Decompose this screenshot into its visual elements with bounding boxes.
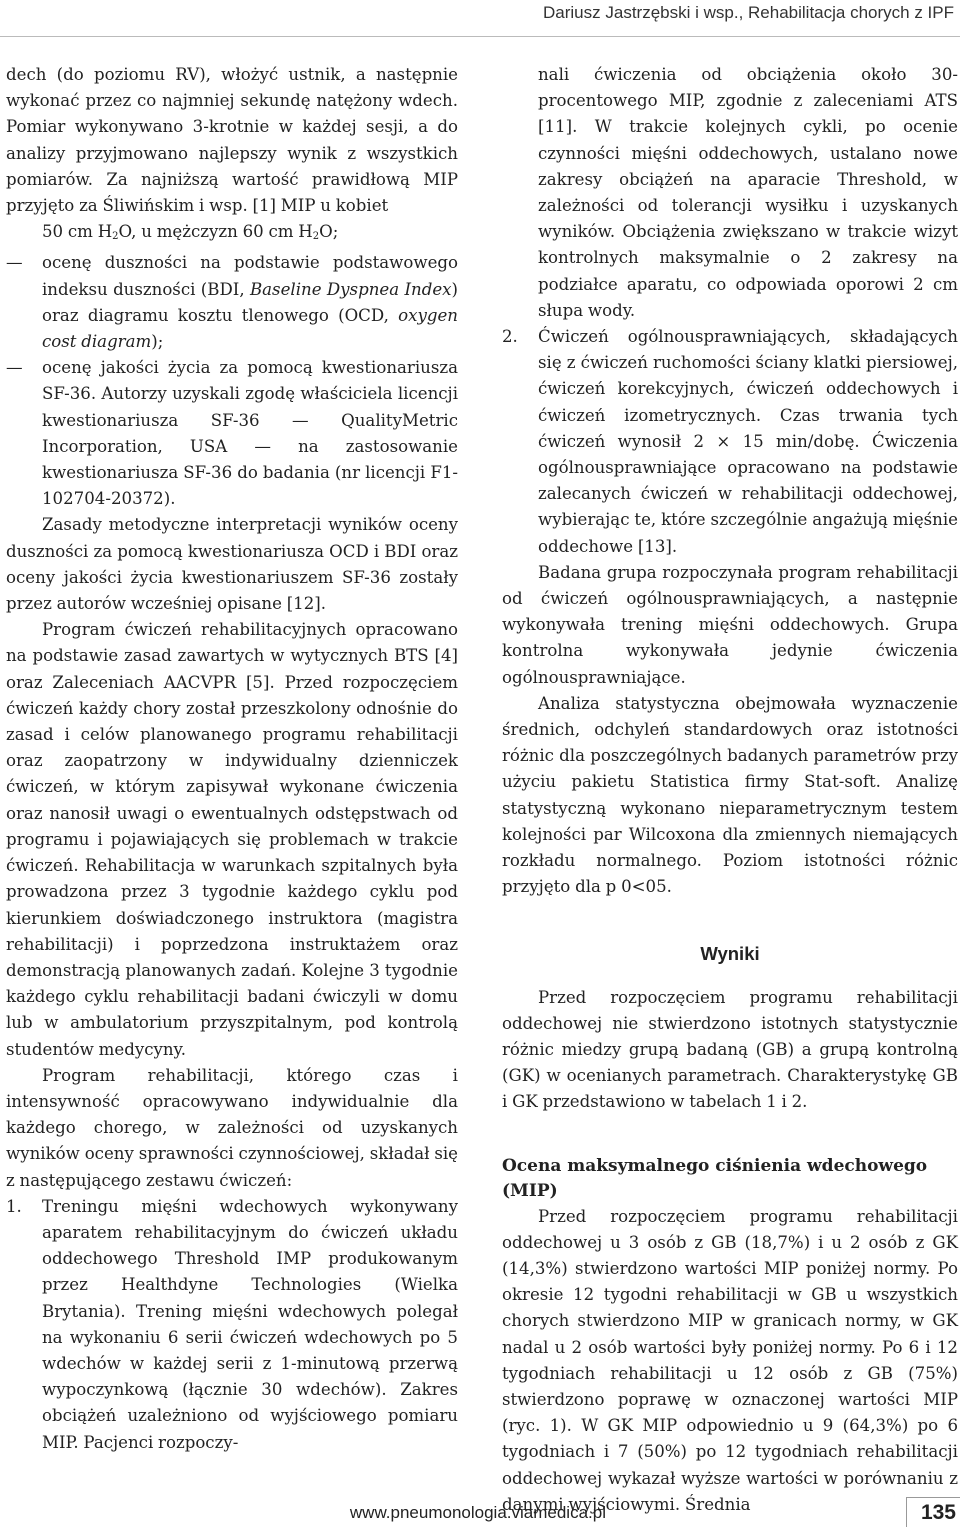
item-number: 2. [502,327,518,347]
paragraph: dech (do poziomu RV), włożyć ustnik, a następnie wykonać przez co najmniej sekundę natężony wdech. Pomiar wykonywano 3-krotnie w każdej sesji, a do analizy przyjmowano najlepszy wynik z wszystkich pomiarów. Za najniższą wartość prawidłową MIP przyjęto za Śliwińskim i wsp. [1] MIP u kobiet [6,65,458,216]
paragraph: Program ćwiczeń rehabilitacyjnych opracowano na podstawie zasad zawartych w wytycznych BTS [4] oraz Zaleceniach AACVPR [5]. Przed rozpoczęciem ćwiczeń każdy chory został przeszkolony odnośnie do zasad i celów planowanego programu rehabilitacji oraz zaopatrzony w indywidualny dzienniczek ćwiczeń, w którym zapisywał wykonane ćwiczenia oraz nanosił uwagi o ewentualnych odstępstwach od programu i pojawiających się problemach w trakcie ćwiczeń. Rehabilitacja w warunkach szpitalnych była prowadzona przez 3 tygodnie każdego cyklu pod kierunkiem doświadczonego instruktora (magistra rehabilitacji) i poprzedzona instruktażem oraz demonstracją planowanych zadań. Kolejne 3 tygodnie każdego cyklu rehabilitacji badani ćwiczyli w domu lub w ambulatorium przyszpitalnym, pod kontrolą studentów medycyny. [6,620,458,1059]
dash-marker: — [6,253,23,273]
paragraph: Przed rozpoczęciem programu rehabilitacji oddechowej u 3 osób z GB (18,7%) i u 2 osób z GK (14,3%) stwierdzono wartości MIP poniżej normy. Po okresie 12 tygodni rehabilitacji w GB u wszystkich chorych stwierdzono MIP w granicach normy, w GK nadal u 2 osób wartości były poniżej normy. Po 6 i 12 tygodniach rehabilitacji u 12 osób z GB (75%) stwierdzono poprawę w oznaczonej wartości MIP (ryc. 1). W GK MIP odpowiednio u 9 (64,3%) po 6 tygodniach i 7 (50%) po 12 tygodniach rehabilitacji oddechowej wykazał wyższe wartości w porównaniu z danymi wyjściowymi. Średnia [502,1206,958,1514]
right-column [502,62,958,1518]
running-header [0,0,960,37]
item-number: 1. [6,1196,22,1216]
numbered-item-1: 1. Treningu mięśni wdechowych wykonywany aparatem rehabilitacyjnym do ćwiczeń układu oddechowego Threshold IMP produkowanym przez Healthdyne Technologies (Wielka Brytania). Trening mięśni wdechowych polegał na wykonaniu 6 serii ćwiczeń wdechowych po 5 wdechów w każdej serii z 1-minutową przerwą wypoczynkową (łącznie 30 wdechów). Zakres obciążeń uzależniono od wyjściowego pomiaru MIP. Pacjenci rozpoczy- [6,1194,458,1456]
left-column [6,62,458,1456]
paragraph: Program rehabilitacji, którego czas i intensywność opracowywano indywidualnie dla każdego chorego, w zależności od uzyskanych wyników oceny sprawności czynnościowej, składał się z następującego zestawu ćwiczeń: [6,1065,458,1190]
paragraph: Analiza statystyczna obejmowała wyznaczenie średnich, odchyleń standardowych oraz istotności różnic dla poszczególnych badanych parametrów przy użyciu pakietu Statistica firmy Stat-soft. Analizę statystyczną wykonano nieparametrycznym testem kolejności par Wilcoxona dla zmiennych niemających rozkładu normalnego. Poziom istotności różnic przyjęto dla p 0<05. [502,693,958,897]
paragraph-norms: 50 cm $H_2O$, u mężczyzn 60 cm $H_2O$; [42,222,339,243]
subsection-heading: Ocena maksymalnego ciśnienia wdechowego (MIP) [502,1155,928,1201]
running-title: Dariusz Jastrzębski i wsp., Rehabilitacja chorych z IPF [543,3,954,22]
paragraph: nali ćwiczenia od obciążenia około 30-procentowego MIP, zgodnie z zaleceniami ATS [11]. W trakcie kolejnych cykli, po ocenie czynności mięśni oddechowych, ustalano nowe zakresy obciążeń na aparacie Threshold, w zależności od tolerancji wysiłku i uzyskanych wyników. Obciążenia zwiększano w trakcie wizyt kontrolnych maksymalnie o 2 zakresy na podziałce aparatu, co odpowiada oporowi 2 cm słupa wody. [538,65,958,320]
bullet-dyspnea: — ocenę duszności na podstawie podstawowego indeksu duszności (BDI, Baseline Dyspnea Index) oraz diagramu kosztu tlenowego (OCD, oxygen cost diagram); [6,250,458,355]
page-footer [0,1491,960,1527]
page-number: 135 [906,1497,960,1527]
bullet-quality-of-life: — ocenę jakości życia za pomocą kwestionariusza SF-36. Autorzy uzyskali zgodę właściciela licencji kwestionariusza SF-36 — QualityMetric Incorporation, USA — na zastosowanie kwestionariusza SF-36 do badania (nr licencji F1-102704-20372). [6,355,458,512]
section-heading: Wyniki [700,942,760,964]
numbered-item-2: 2. Ćwiczeń ogólnousprawniających, składających się z ćwiczeń ruchomości ściany klatki piersiowej, ćwiczeń korekcyjnych, ćwiczeń oddechowych i ćwiczeń izometrycznych. Czas trwania tych ćwiczeń wynosił 2 × 15 min/dobę. Ćwiczenia ogólnousprawniające opracowano na podstawie zalecanych ćwiczeń w rehabilitacji oddechowej, wybierając te, które szczególnie angażują mięśnie oddechowe [13]. [502,324,958,560]
paragraph: Badana grupa rozpoczynała program rehabilitacji od ćwiczeń ogólnousprawniających, a następnie wykonywała trening mięśni oddechowych. Grupa kontrolna wykonywała jedynie ćwiczenia ogólnousprawniające. [502,562,958,687]
journal-url: www.pneumonologia.viamedica.pl [349,1503,606,1522]
paragraph: Zasady metodyczne interpretacji wyników oceny duszności za pomocą kwestionariusza OCD i BDI oraz oceny jakości życia kwestionariuszem SF-36 zostały przez autorów wcześniej opisane [12]. [6,515,458,614]
dash-marker: — [6,358,23,378]
paragraph: Przed rozpoczęciem programu rehabilitacji oddechowej nie stwierdzono istotnych statystycznie różnic miedzy grupą badaną (GB) a grupą kontrolną (GK) w ocenianych parametrach. Charakterystykę GB i GK przedstawiono w tabelach 1 i 2. [502,987,958,1112]
